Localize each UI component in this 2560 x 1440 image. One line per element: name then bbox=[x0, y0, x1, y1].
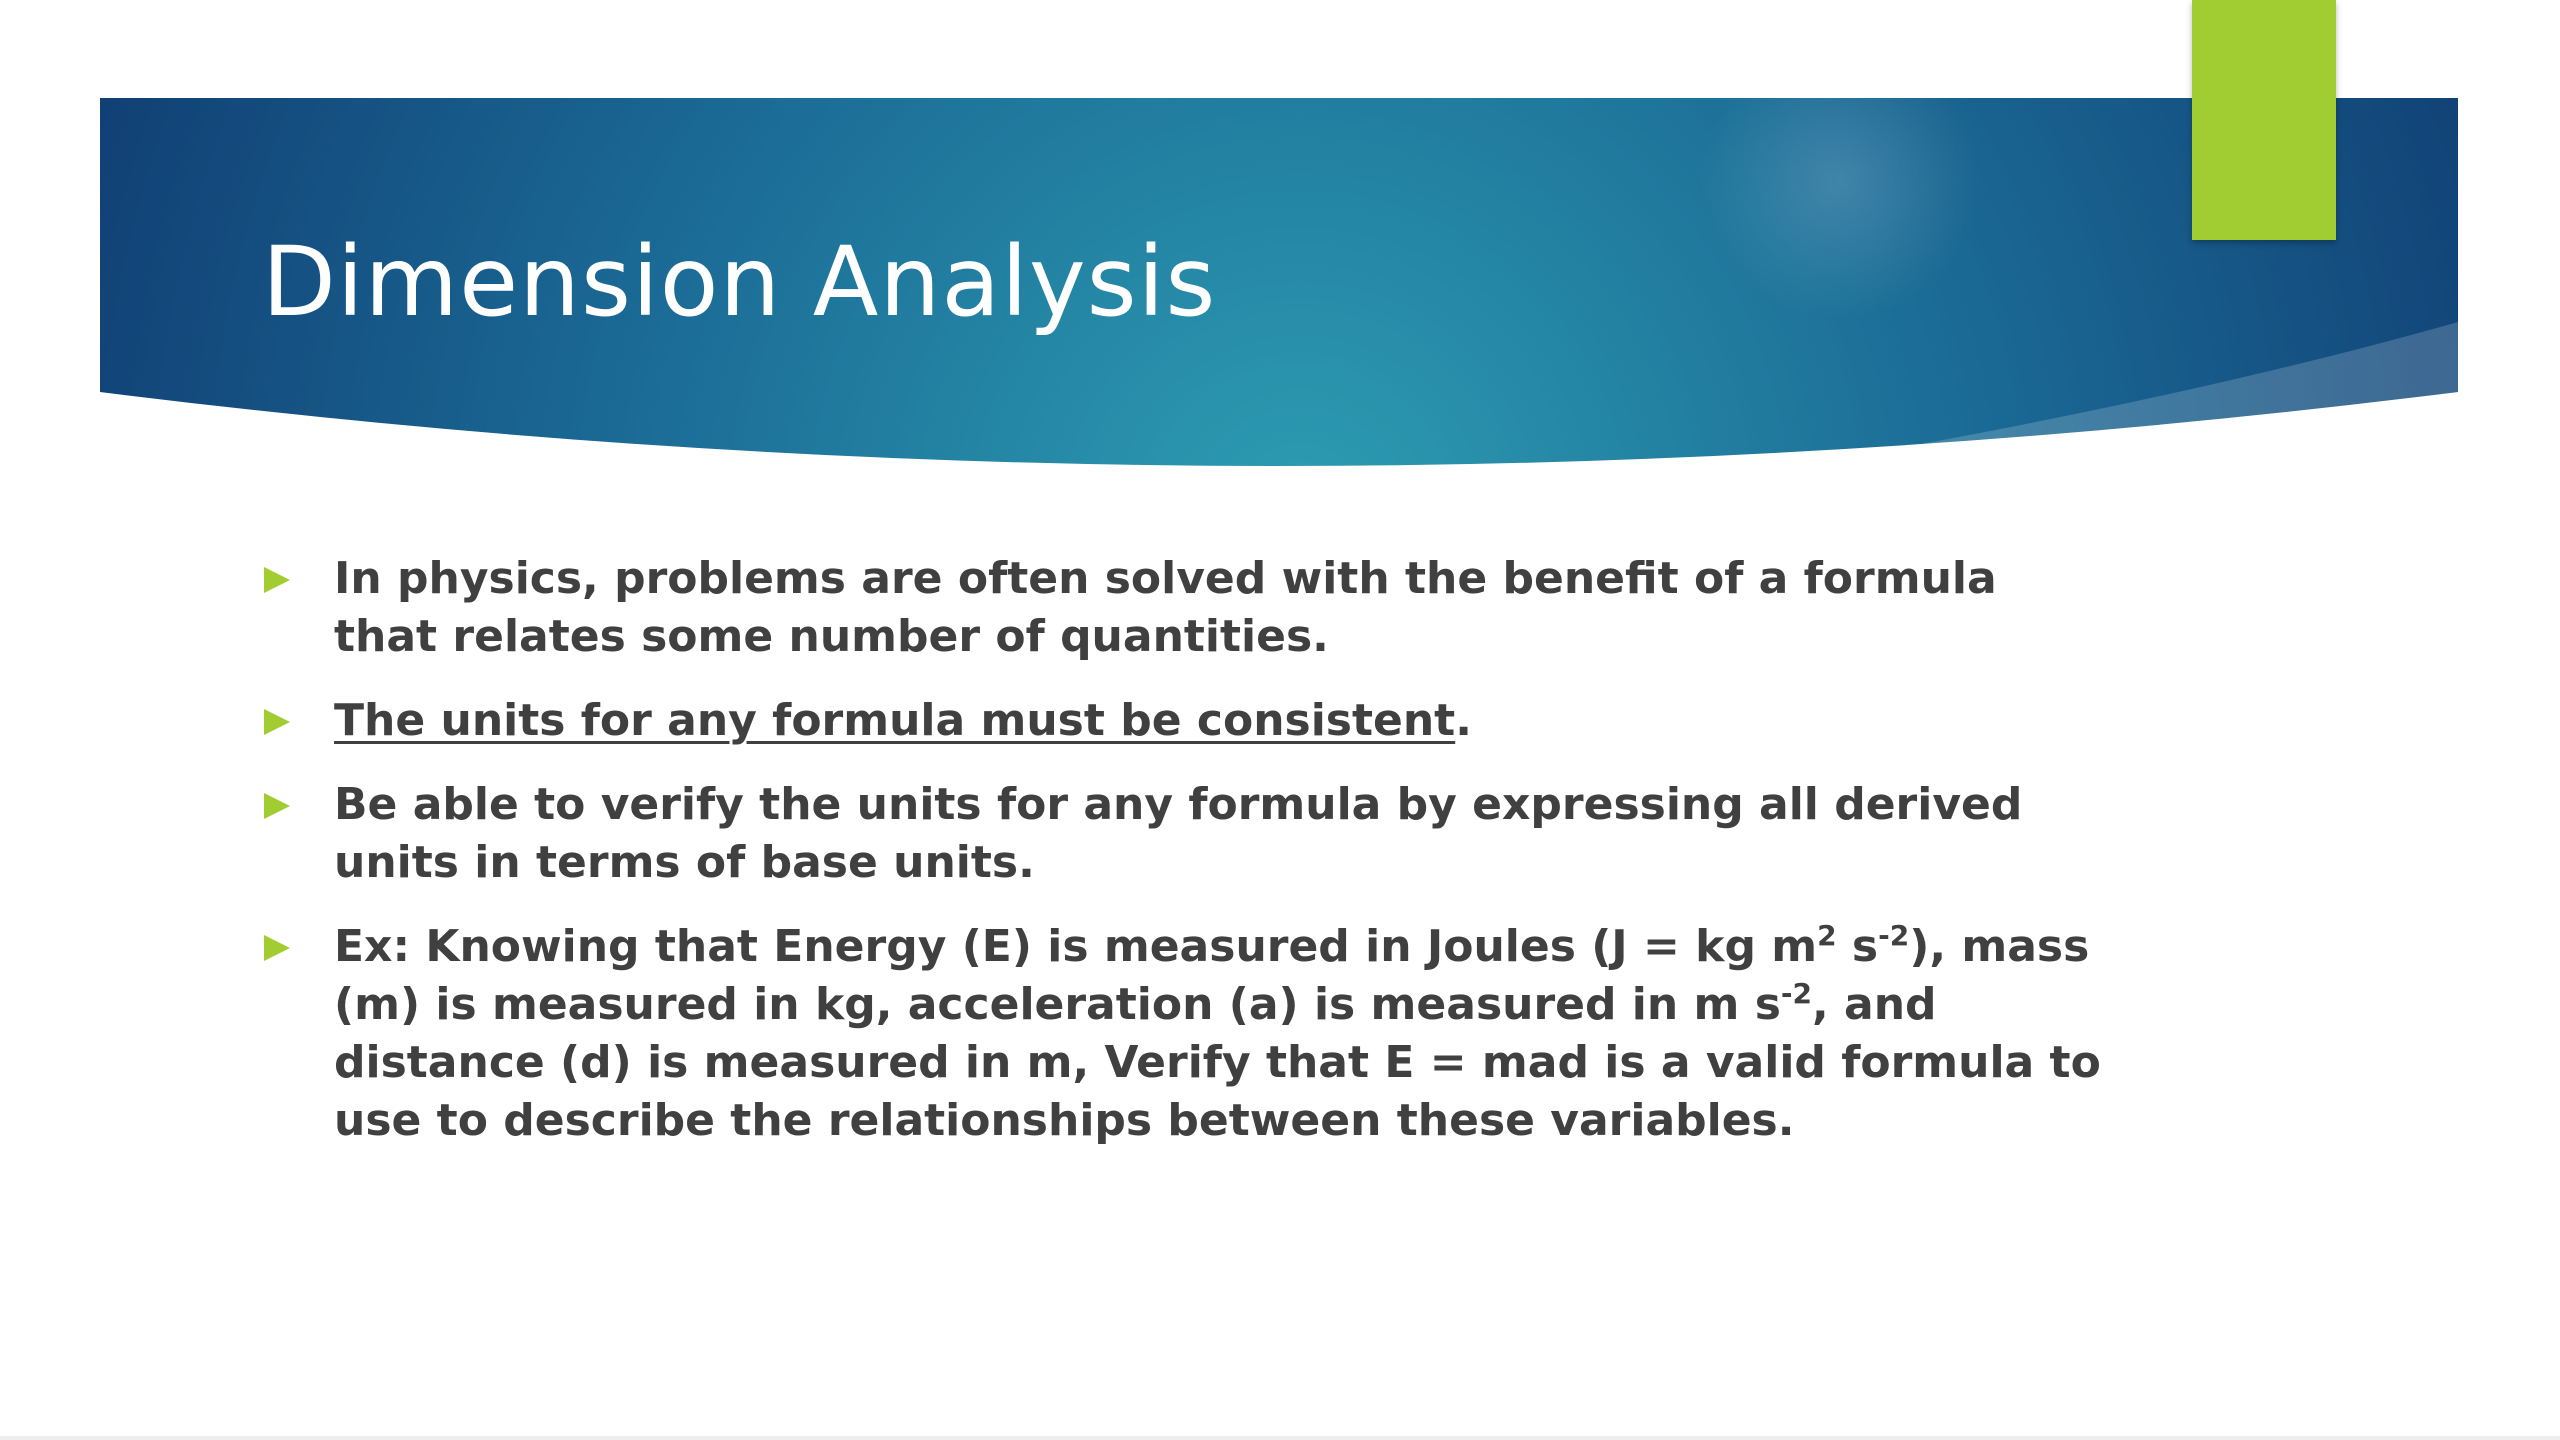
bullet-item bbox=[262, 550, 2102, 666]
bullet-item bbox=[262, 692, 2102, 750]
bullet-text: ), mass (m) is measured in kg, acceleration (a) is measured in m s bbox=[334, 921, 2090, 1030]
triangle-right-icon bbox=[264, 567, 290, 593]
bottom-border bbox=[0, 1436, 2560, 1440]
superscript: -2 bbox=[1780, 977, 1812, 1010]
triangle-right-icon bbox=[264, 709, 290, 735]
banner-glow bbox=[1700, 40, 1980, 320]
bullet-text: Be able to verify the units for any formula by expressing all derived units in terms of base units. bbox=[334, 779, 2023, 888]
bullet-text: , and distance (d) is measured in m, Verify that E = mad is a valid formula to use to describe the relationships between these variables. bbox=[334, 979, 2101, 1146]
superscript: 2 bbox=[1817, 919, 1837, 952]
bullet-list bbox=[262, 550, 2102, 1176]
bullet-item bbox=[262, 776, 2102, 892]
bullet-text: Ex: Knowing that Energy (E) is measured in Joules (J = kg m bbox=[334, 921, 1818, 972]
triangle-right-icon bbox=[264, 935, 290, 961]
superscript: -2 bbox=[1878, 919, 1910, 952]
bullet-text: In physics, problems are often solved with the benefit of a formula that relates some number of quantities. bbox=[334, 553, 1997, 662]
accent-tab bbox=[2192, 0, 2336, 240]
bullet-item bbox=[262, 918, 2102, 1150]
bullet-text-underlined: The units for any formula must be consistent bbox=[334, 695, 1456, 746]
bullet-text: s bbox=[1836, 921, 1879, 972]
bullet-text-period: . bbox=[1455, 695, 1472, 746]
slide-title: Dimension Analysis bbox=[262, 226, 1217, 338]
triangle-right-icon bbox=[264, 793, 290, 819]
